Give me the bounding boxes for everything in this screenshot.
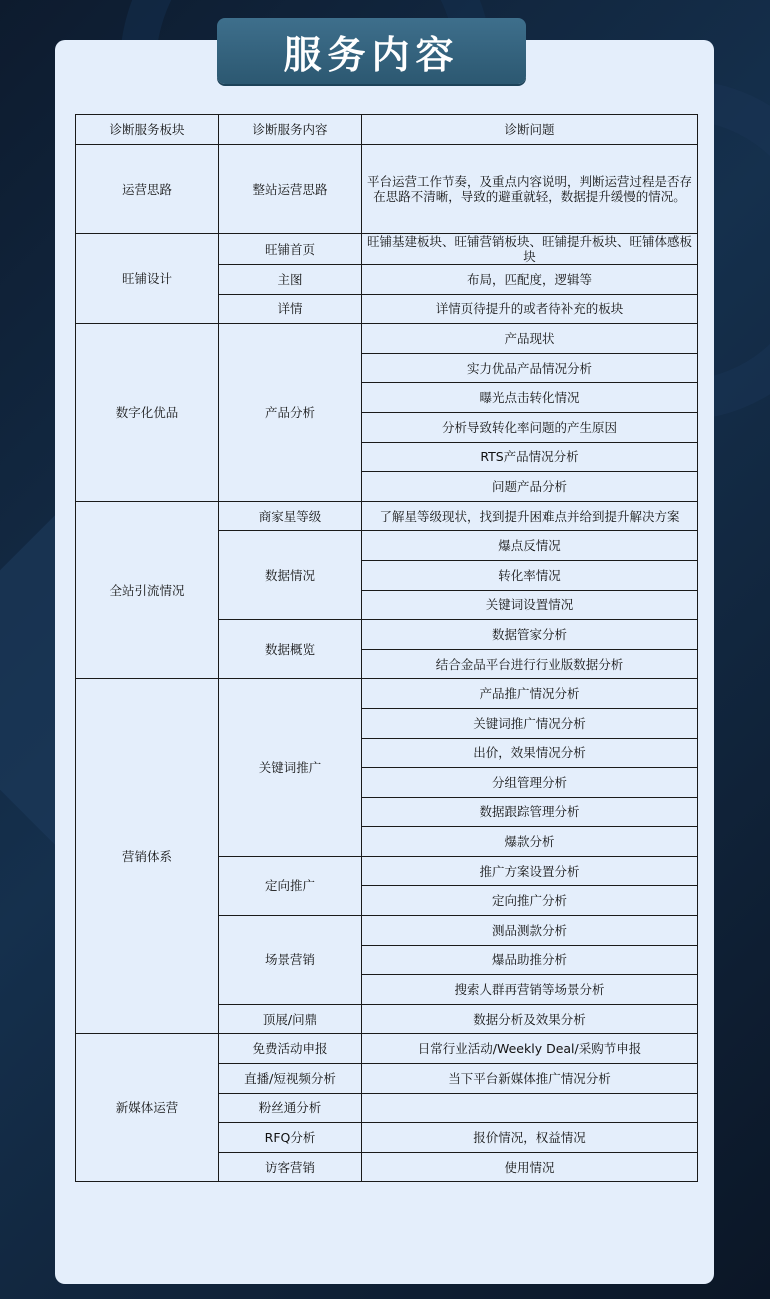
issue-cell: 日常行业活动/Weekly Deal/采购节申报 (362, 1034, 698, 1064)
issue-cell: 报价情况，权益情况 (362, 1123, 698, 1153)
content-cell: 定向推广 (219, 856, 362, 915)
table-row (76, 1034, 698, 1064)
section-cell: 旺铺设计 (76, 234, 219, 324)
content-cell: 商家星等级 (219, 501, 362, 531)
table-header-row (76, 115, 698, 145)
issue-cell: 产品现状 (362, 324, 698, 354)
table-row (76, 501, 698, 531)
issue-cell: 当下平台新媒体推广情况分析 (362, 1064, 698, 1094)
issue-cell: RTS产品情况分析 (362, 442, 698, 472)
content-cell: 整站运营思路 (219, 145, 362, 234)
issue-cell: 测品测款分析 (362, 916, 698, 946)
table-row (76, 145, 698, 234)
issue-cell: 结合金品平台进行行业版数据分析 (362, 649, 698, 679)
table-row (76, 234, 698, 265)
issue-cell: 分析导致转化率问题的产生原因 (362, 412, 698, 442)
issue-cell: 详情页待提升的或者待补充的板块 (362, 294, 698, 324)
issue-cell: 转化率情况 (362, 560, 698, 590)
title-banner (217, 18, 526, 84)
header-cell: 诊断服务内容 (219, 115, 362, 145)
issue-cell: 出价，效果情况分析 (362, 738, 698, 768)
content-cell: RFQ分析 (219, 1123, 362, 1153)
content-cell: 详情 (219, 294, 362, 324)
content-cell: 旺铺首页 (219, 234, 362, 265)
issue-cell: 搜索人群再营销等场景分析 (362, 975, 698, 1005)
issue-cell: 关键词推广情况分析 (362, 708, 698, 738)
table-row (76, 324, 698, 354)
issue-cell: 推广方案设置分析 (362, 856, 698, 886)
content-cell: 直播/短视频分析 (219, 1064, 362, 1094)
issue-cell: 爆品助推分析 (362, 945, 698, 975)
issue-cell: 实力优品产品情况分析 (362, 353, 698, 383)
content-cell: 场景营销 (219, 916, 362, 1005)
table-row (76, 679, 698, 709)
issue-cell: 使用情况 (362, 1152, 698, 1182)
issue-cell: 爆款分析 (362, 827, 698, 857)
header-cell: 诊断问题 (362, 115, 698, 145)
issue-cell: 关键词设置情况 (362, 590, 698, 620)
section-cell: 运营思路 (76, 145, 219, 234)
section-cell: 营销体系 (76, 679, 219, 1034)
content-cell: 粉丝通分析 (219, 1093, 362, 1123)
content-cell: 关键词推广 (219, 679, 362, 857)
issue-cell: 分组管理分析 (362, 768, 698, 798)
issue-cell: 数据分析及效果分析 (362, 1004, 698, 1034)
issue-cell: 问题产品分析 (362, 472, 698, 502)
issue-cell: 数据管家分析 (362, 620, 698, 650)
content-cell: 产品分析 (219, 324, 362, 502)
issue-cell: 旺铺基建板块、旺铺营销板块、旺铺提升板块、旺铺体感板块 (362, 234, 698, 265)
issue-cell (362, 1093, 698, 1123)
issue-cell: 布局，匹配度，逻辑等 (362, 265, 698, 295)
issue-cell: 平台运营工作节奏，及重点内容说明，判断运营过程是否存在思路不清晰，导致的避重就轻，数据提升缓慢的情况。 (362, 145, 698, 234)
content-cell: 顶展/问鼎 (219, 1004, 362, 1034)
content-cell: 数据情况 (219, 531, 362, 620)
section-cell: 新媒体运营 (76, 1034, 219, 1182)
content-cell: 免费活动申报 (219, 1034, 362, 1064)
issue-cell: 了解星等级现状，找到提升困难点并给到提升解决方案 (362, 501, 698, 531)
content-cell: 数据概览 (219, 620, 362, 679)
issue-cell: 数据跟踪管理分析 (362, 797, 698, 827)
section-cell: 全站引流情况 (76, 501, 219, 679)
issue-cell: 定向推广分析 (362, 886, 698, 916)
page-title: 服务内容 (283, 32, 460, 77)
content-cell: 访客营销 (219, 1152, 362, 1182)
header-cell: 诊断服务板块 (76, 115, 219, 145)
service-table (75, 114, 698, 1182)
issue-cell: 爆点反情况 (362, 531, 698, 561)
issue-cell: 产品推广情况分析 (362, 679, 698, 709)
section-cell: 数字化优品 (76, 324, 219, 502)
issue-cell: 曝光点击转化情况 (362, 383, 698, 413)
content-cell: 主图 (219, 265, 362, 295)
